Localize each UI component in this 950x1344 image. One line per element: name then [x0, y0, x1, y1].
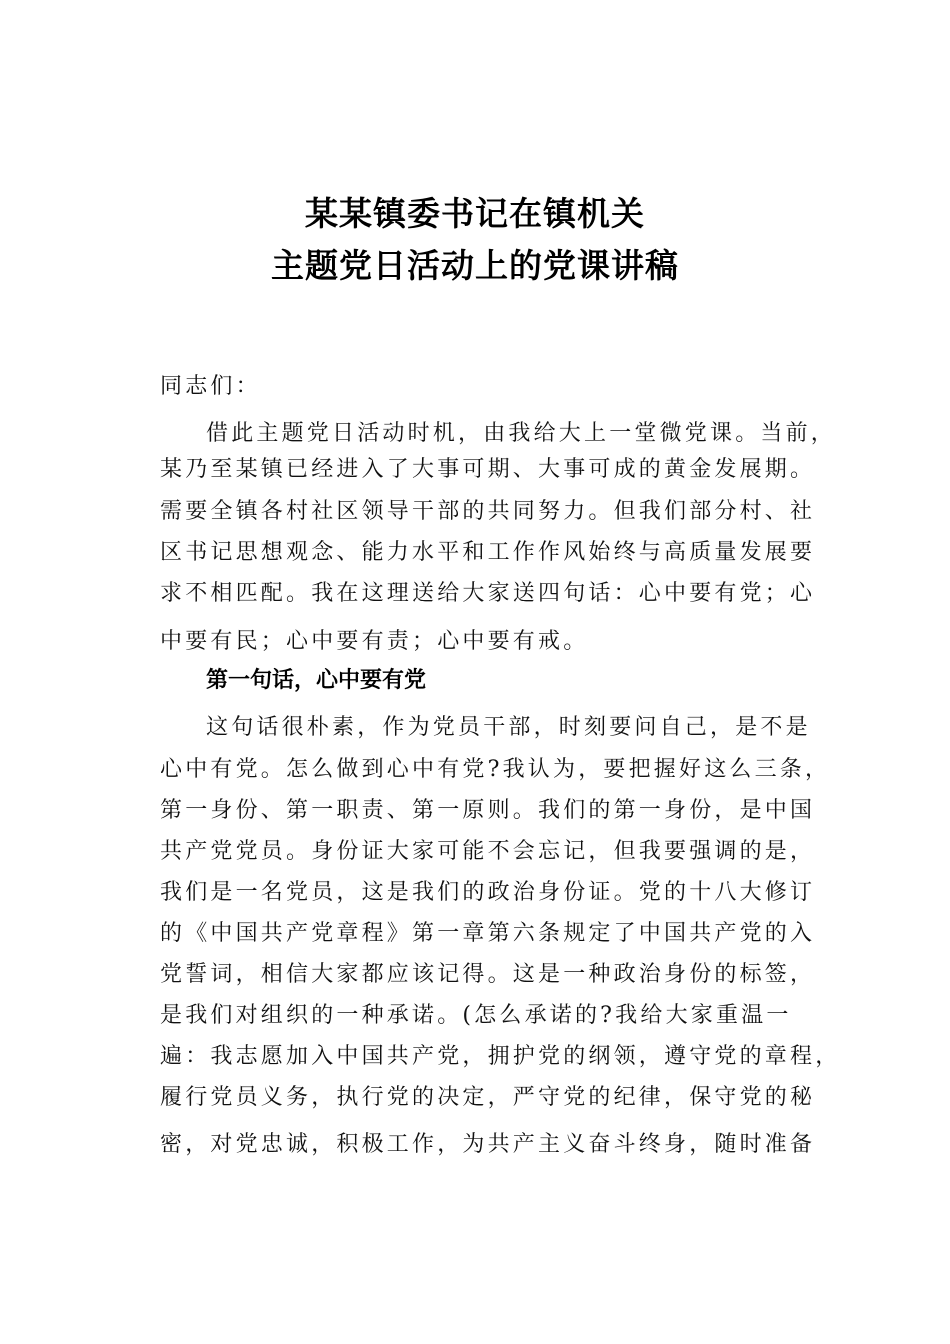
paragraph-line: 共产党党员。身份证大家可能不会忘记，但我要强调的是，: [160, 839, 816, 864]
salutation: 同志们：: [160, 374, 261, 399]
paragraph-line: 某乃至某镇已经进入了大事可期、大事可成的黄金发展期。: [160, 457, 816, 482]
paragraph-line: 是我们对组织的一种承诺。(怎么承诺的?我给大家重温一: [160, 1003, 792, 1028]
paragraph-line: 党誓词，相信大家都应该记得。这是一种政治身份的标签，: [160, 962, 816, 987]
paragraph-line: 履行党员义务，执行党的决定，严守党的纪律，保守党的秘: [160, 1085, 816, 1110]
paragraph-line: 中要有民；心中要有责；心中要有戒。: [160, 629, 589, 654]
paragraph-line: 的《中国共产党章程》第一章第六条规定了中国共产党的入: [160, 921, 816, 946]
paragraph-line: 密，对党忠诚，积极工作，为共产主义奋斗终身，随时准备: [160, 1132, 816, 1157]
paragraph-line: 第一身份、第一职责、第一原则。我们的第一身份，是中国: [160, 798, 816, 823]
title-line-2: 主题党日活动上的党课讲稿: [271, 246, 679, 285]
title-line-1: 某某镇委书记在镇机关: [305, 194, 645, 233]
paragraph-line: 这句话很朴素，作为党员干部，时刻要问自己，是不是: [206, 715, 811, 740]
paragraph-line: 借此主题党日活动时机，由我给大上一堂微党课。当前，: [206, 421, 837, 446]
paragraph-line: 我们是一名党员，这是我们的政治身份证。党的十八大修订: [160, 880, 816, 905]
paragraph-line: 需要全镇各村社区领导干部的共同努力。但我们部分村、社: [160, 499, 816, 524]
paragraph-line: 区书记思想观念、能力水平和工作作风始终与高质量发展要: [160, 540, 816, 565]
paragraph-line: 求不相匹配。我在这理送给大家送四句话：心中要有党；心: [160, 581, 816, 606]
section-heading: 第一句话，心中要有党: [206, 668, 427, 693]
paragraph-line: 遍：我志愿加入中国共产党，拥护党的纲领，遵守党的章程，: [160, 1044, 841, 1069]
paragraph-line: 心中有党。怎么做到心中有党?我认为，要把握好这么三条，: [160, 757, 831, 782]
